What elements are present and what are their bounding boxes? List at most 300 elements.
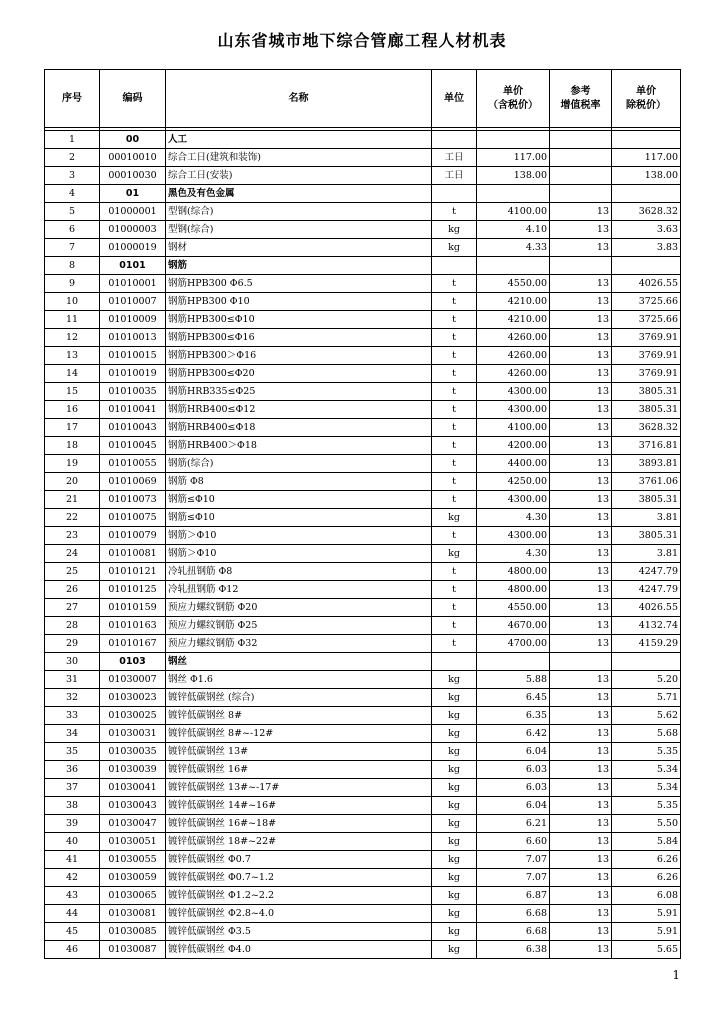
price-with-tax-cell <box>477 257 550 275</box>
table-row <box>45 221 681 239</box>
price-excluding-tax-cell: 3.81 <box>612 509 681 527</box>
material-code-cell: 01030051 <box>100 833 166 851</box>
price-excluding-tax-cell: 3805.31 <box>612 401 681 419</box>
material-name-cell: 钢丝 Φ1.6 <box>166 671 432 689</box>
header-name: 名称 <box>166 70 432 128</box>
row-number-cell: 39 <box>45 815 100 833</box>
price-excluding-tax-cell: 5.62 <box>612 707 681 725</box>
vat-rate-cell: 13 <box>550 725 612 743</box>
material-name-cell: 钢筋HPB300 Φ10 <box>166 293 432 311</box>
material-code-cell: 01030055 <box>100 851 166 869</box>
unit-cell: kg <box>432 743 477 761</box>
vat-rate-cell: 13 <box>550 887 612 905</box>
material-name-cell: 钢筋HRB400≤Φ12 <box>166 401 432 419</box>
table-row <box>45 527 681 545</box>
price-excluding-tax-cell: 3.63 <box>612 221 681 239</box>
unit-cell: kg <box>432 707 477 725</box>
price-excluding-tax-cell <box>612 131 681 149</box>
material-code-cell: 01030047 <box>100 815 166 833</box>
table-row <box>45 833 681 851</box>
price-with-tax-cell: 6.04 <box>477 743 550 761</box>
price-with-tax-cell: 4550.00 <box>477 275 550 293</box>
material-name-cell: 预应力螺纹钢筋 Φ20 <box>166 599 432 617</box>
material-code-cell: 01010007 <box>100 293 166 311</box>
category-row <box>45 653 681 671</box>
material-name-cell: 冷轧扭钢筋 Φ8 <box>166 563 432 581</box>
material-code-cell: 01010081 <box>100 545 166 563</box>
table-row <box>45 797 681 815</box>
row-number-cell: 45 <box>45 923 100 941</box>
row-number-cell: 42 <box>45 869 100 887</box>
material-name-cell: 镀锌低碳钢丝 Φ0.7 <box>166 851 432 869</box>
price-with-tax-cell: 6.60 <box>477 833 550 851</box>
material-code-cell: 01030065 <box>100 887 166 905</box>
unit-cell: t <box>432 365 477 383</box>
material-name-cell: 镀锌低碳钢丝 Φ2.8~4.0 <box>166 905 432 923</box>
unit-cell: kg <box>432 509 477 527</box>
row-number-cell: 20 <box>45 473 100 491</box>
table-row <box>45 671 681 689</box>
row-number-cell: 38 <box>45 797 100 815</box>
price-with-tax-cell: 4300.00 <box>477 383 550 401</box>
price-with-tax-cell: 6.35 <box>477 707 550 725</box>
material-code-cell: 01030043 <box>100 797 166 815</box>
material-code-cell: 01010013 <box>100 329 166 347</box>
material-code-cell: 00 <box>100 131 166 149</box>
unit-cell: t <box>432 527 477 545</box>
vat-rate-cell: 13 <box>550 221 612 239</box>
row-number-cell: 19 <box>45 455 100 473</box>
table-row <box>45 851 681 869</box>
material-code-cell: 01030087 <box>100 941 166 959</box>
material-code-cell: 01030023 <box>100 689 166 707</box>
vat-rate-cell: 13 <box>550 563 612 581</box>
row-number-cell: 10 <box>45 293 100 311</box>
vat-rate-cell: 13 <box>550 347 612 365</box>
material-code-cell: 01010079 <box>100 527 166 545</box>
row-number-cell: 31 <box>45 671 100 689</box>
price-excluding-tax-cell: 5.34 <box>612 761 681 779</box>
price-excluding-tax-cell: 5.71 <box>612 689 681 707</box>
material-code-cell: 01010015 <box>100 347 166 365</box>
price-with-tax-cell: 4250.00 <box>477 473 550 491</box>
unit-cell: kg <box>432 725 477 743</box>
vat-rate-cell: 13 <box>550 455 612 473</box>
price-with-tax-cell: 117.00 <box>477 149 550 167</box>
price-excluding-tax-cell: 3893.81 <box>612 455 681 473</box>
price-excluding-tax-cell: 4026.55 <box>612 599 681 617</box>
table-row <box>45 815 681 833</box>
price-excluding-tax-cell: 117.00 <box>612 149 681 167</box>
material-code-cell: 01010159 <box>100 599 166 617</box>
price-excluding-tax-cell: 6.26 <box>612 851 681 869</box>
price-with-tax-cell: 4.30 <box>477 509 550 527</box>
vat-rate-cell: 13 <box>550 203 612 221</box>
header-rate <box>550 70 612 128</box>
material-name-cell: 镀锌低碳钢丝 Φ4.0 <box>166 941 432 959</box>
table-row <box>45 725 681 743</box>
header-num: 序号 <box>45 70 100 128</box>
material-code-cell: 00010030 <box>100 167 166 185</box>
row-number-cell: 29 <box>45 635 100 653</box>
material-name-cell: 钢筋 <box>166 257 432 275</box>
row-number-cell: 16 <box>45 401 100 419</box>
vat-rate-cell: 13 <box>550 671 612 689</box>
row-number-cell: 1 <box>45 131 100 149</box>
vat-rate-cell: 13 <box>550 599 612 617</box>
row-number-cell: 22 <box>45 509 100 527</box>
vat-rate-cell: 13 <box>550 923 612 941</box>
material-name-cell: 镀锌低碳钢丝 18#~22# <box>166 833 432 851</box>
price-excluding-tax-cell: 3725.66 <box>612 293 681 311</box>
material-name-cell: 综合工日(安装) <box>166 167 432 185</box>
category-row <box>45 185 681 203</box>
material-name-cell: 钢筋HPB300＞Φ16 <box>166 347 432 365</box>
price-excluding-tax-cell: 5.91 <box>612 905 681 923</box>
vat-rate-cell: 13 <box>550 383 612 401</box>
unit-cell: kg <box>432 239 477 257</box>
row-number-cell: 35 <box>45 743 100 761</box>
price-excluding-tax-cell: 6.08 <box>612 887 681 905</box>
material-code-cell: 01030081 <box>100 905 166 923</box>
price-excluding-tax-cell: 5.68 <box>612 725 681 743</box>
unit-cell: t <box>432 401 477 419</box>
material-name-cell: 预应力螺纹钢筋 Φ25 <box>166 617 432 635</box>
price-excluding-tax-cell: 138.00 <box>612 167 681 185</box>
table-row <box>45 905 681 923</box>
row-number-cell: 9 <box>45 275 100 293</box>
table-row <box>45 779 681 797</box>
material-code-cell: 01010073 <box>100 491 166 509</box>
unit-cell: t <box>432 455 477 473</box>
material-name-cell: 钢筋HPB300≤Φ10 <box>166 311 432 329</box>
header-code: 编码 <box>100 70 166 128</box>
material-name-cell: 冷轧扭钢筋 Φ12 <box>166 581 432 599</box>
vat-rate-cell <box>550 167 612 185</box>
row-number-cell: 27 <box>45 599 100 617</box>
row-number-cell: 12 <box>45 329 100 347</box>
price-excluding-tax-cell: 3628.32 <box>612 203 681 221</box>
row-number-cell: 46 <box>45 941 100 959</box>
price-with-tax-cell: 4300.00 <box>477 401 550 419</box>
unit-cell: t <box>432 617 477 635</box>
price-excluding-tax-cell <box>612 185 681 203</box>
unit-cell: kg <box>432 923 477 941</box>
material-code-cell: 01010055 <box>100 455 166 473</box>
header-ex-line1: 单价 <box>636 85 656 97</box>
price-with-tax-cell <box>477 653 550 671</box>
page-title: 山东省城市地下综合管廊工程人材机表 <box>217 31 507 50</box>
row-number-cell: 18 <box>45 437 100 455</box>
material-code-cell: 01010163 <box>100 617 166 635</box>
material-code-cell: 01010043 <box>100 419 166 437</box>
unit-cell: t <box>432 347 477 365</box>
vat-rate-cell: 13 <box>550 851 612 869</box>
vat-rate-cell: 13 <box>550 581 612 599</box>
vat-rate-cell: 13 <box>550 545 612 563</box>
row-number-cell: 43 <box>45 887 100 905</box>
vat-rate-cell: 13 <box>550 797 612 815</box>
price-with-tax-cell: 4260.00 <box>477 329 550 347</box>
price-with-tax-cell: 6.38 <box>477 941 550 959</box>
price-with-tax-cell: 4.30 <box>477 545 550 563</box>
material-name-cell: 镀锌低碳钢丝 Φ0.7~1.2 <box>166 869 432 887</box>
price-excluding-tax-cell: 4132.74 <box>612 617 681 635</box>
price-excluding-tax-cell: 5.65 <box>612 941 681 959</box>
unit-cell: 工日 <box>432 167 477 185</box>
material-code-cell: 01030039 <box>100 761 166 779</box>
table-row <box>45 887 681 905</box>
table-row <box>45 707 681 725</box>
material-name-cell: 镀锌低碳钢丝 Φ1.2~2.2 <box>166 887 432 905</box>
price-excluding-tax-cell: 3769.91 <box>612 347 681 365</box>
header-rate-line2: 增值税率 <box>560 99 601 111</box>
price-excluding-tax-cell: 3725.66 <box>612 311 681 329</box>
material-code-cell: 01010041 <box>100 401 166 419</box>
table-row <box>45 545 681 563</box>
price-excluding-tax-cell: 5.34 <box>612 779 681 797</box>
unit-cell: kg <box>432 887 477 905</box>
unit-cell: kg <box>432 797 477 815</box>
vat-rate-cell: 13 <box>550 635 612 653</box>
price-with-tax-cell: 6.68 <box>477 923 550 941</box>
material-code-cell: 01 <box>100 185 166 203</box>
price-with-tax-cell: 4800.00 <box>477 563 550 581</box>
vat-rate-cell <box>550 149 612 167</box>
row-number-cell: 11 <box>45 311 100 329</box>
unit-cell: kg <box>432 761 477 779</box>
unit-cell: kg <box>432 815 477 833</box>
price-with-tax-cell: 4260.00 <box>477 347 550 365</box>
unit-cell: t <box>432 383 477 401</box>
material-name-cell: 钢筋(综合) <box>166 455 432 473</box>
price-with-tax-cell: 6.87 <box>477 887 550 905</box>
vat-rate-cell: 13 <box>550 437 612 455</box>
row-number-cell: 13 <box>45 347 100 365</box>
row-number-cell: 24 <box>45 545 100 563</box>
table-row <box>45 491 681 509</box>
material-name-cell: 钢筋HPB300≤Φ20 <box>166 365 432 383</box>
material-name-cell: 钢筋＞Φ10 <box>166 545 432 563</box>
row-number-cell: 26 <box>45 581 100 599</box>
table-row <box>45 923 681 941</box>
price-excluding-tax-cell: 3.83 <box>612 239 681 257</box>
vat-rate-cell: 13 <box>550 239 612 257</box>
unit-cell: kg <box>432 941 477 959</box>
unit-cell: kg <box>432 221 477 239</box>
table-row <box>45 293 681 311</box>
table-row <box>45 563 681 581</box>
row-number-cell: 15 <box>45 383 100 401</box>
price-excluding-tax-cell: 3628.32 <box>612 419 681 437</box>
header-price-line1: 单价 <box>503 85 523 97</box>
price-with-tax-cell: 4260.00 <box>477 365 550 383</box>
vat-rate-cell: 13 <box>550 779 612 797</box>
material-name-cell: 钢筋HRB400≤Φ18 <box>166 419 432 437</box>
unit-cell: t <box>432 311 477 329</box>
vat-rate-cell: 13 <box>550 869 612 887</box>
table-row <box>45 689 681 707</box>
row-number-cell: 25 <box>45 563 100 581</box>
material-code-cell: 0103 <box>100 653 166 671</box>
table-row <box>45 455 681 473</box>
material-name-cell: 型钢(综合) <box>166 221 432 239</box>
vat-rate-cell: 13 <box>550 329 612 347</box>
table-row <box>45 383 681 401</box>
material-name-cell: 钢材 <box>166 239 432 257</box>
row-number-cell: 2 <box>45 149 100 167</box>
table-row <box>45 347 681 365</box>
unit-cell: kg <box>432 545 477 563</box>
price-with-tax-cell: 6.03 <box>477 779 550 797</box>
row-number-cell: 17 <box>45 419 100 437</box>
table-row <box>45 473 681 491</box>
material-name-cell: 钢丝 <box>166 653 432 671</box>
price-with-tax-cell: 5.88 <box>477 671 550 689</box>
material-code-cell: 01010001 <box>100 275 166 293</box>
unit-cell: kg <box>432 833 477 851</box>
material-code-cell: 01030035 <box>100 743 166 761</box>
row-number-cell: 28 <box>45 617 100 635</box>
table-row <box>45 509 681 527</box>
unit-cell: kg <box>432 851 477 869</box>
price-with-tax-cell: 4210.00 <box>477 311 550 329</box>
unit-cell <box>432 257 477 275</box>
vat-rate-cell: 13 <box>550 275 612 293</box>
row-number-cell: 32 <box>45 689 100 707</box>
unit-cell <box>432 185 477 203</box>
header-ex-line2: 除税价） <box>626 99 666 111</box>
unit-cell: t <box>432 329 477 347</box>
unit-cell: kg <box>432 689 477 707</box>
category-row <box>45 257 681 275</box>
vat-rate-cell: 13 <box>550 401 612 419</box>
table-row <box>45 761 681 779</box>
price-excluding-tax-cell: 3716.81 <box>612 437 681 455</box>
unit-cell: t <box>432 419 477 437</box>
materials-table <box>44 69 681 959</box>
price-with-tax-cell: 4210.00 <box>477 293 550 311</box>
price-excluding-tax-cell: 3805.31 <box>612 383 681 401</box>
price-excluding-tax-cell: 5.20 <box>612 671 681 689</box>
price-with-tax-cell: 4550.00 <box>477 599 550 617</box>
price-with-tax-cell: 4.33 <box>477 239 550 257</box>
material-name-cell: 钢筋HPB300 Φ6.5 <box>166 275 432 293</box>
material-code-cell: 0101 <box>100 257 166 275</box>
table-row <box>45 581 681 599</box>
price-excluding-tax-cell <box>612 257 681 275</box>
price-excluding-tax-cell: 4247.79 <box>612 581 681 599</box>
vat-rate-cell: 13 <box>550 473 612 491</box>
category-row <box>45 131 681 149</box>
row-number-cell: 41 <box>45 851 100 869</box>
unit-cell: t <box>432 473 477 491</box>
vat-rate-cell: 13 <box>550 311 612 329</box>
material-name-cell: 钢筋HRB400＞Φ18 <box>166 437 432 455</box>
row-number-cell: 34 <box>45 725 100 743</box>
vat-rate-cell: 13 <box>550 617 612 635</box>
material-code-cell: 01010167 <box>100 635 166 653</box>
material-code-cell: 01010045 <box>100 437 166 455</box>
price-with-tax-cell <box>477 185 550 203</box>
row-number-cell: 5 <box>45 203 100 221</box>
price-with-tax-cell: 4200.00 <box>477 437 550 455</box>
price-with-tax-cell: 7.07 <box>477 869 550 887</box>
price-excluding-tax-cell: 5.35 <box>612 797 681 815</box>
table-row <box>45 203 681 221</box>
page-number: 1 <box>672 968 680 982</box>
price-with-tax-cell: 6.21 <box>477 815 550 833</box>
price-with-tax-cell: 6.45 <box>477 689 550 707</box>
table-row <box>45 419 681 437</box>
material-name-cell: 钢筋HRB335≤Φ25 <box>166 383 432 401</box>
material-code-cell: 01030007 <box>100 671 166 689</box>
price-with-tax-cell: 4800.00 <box>477 581 550 599</box>
table-row <box>45 437 681 455</box>
row-number-cell: 4 <box>45 185 100 203</box>
vat-rate-cell: 13 <box>550 815 612 833</box>
price-excluding-tax-cell: 5.84 <box>612 833 681 851</box>
table-row <box>45 617 681 635</box>
material-code-cell: 01030041 <box>100 779 166 797</box>
price-excluding-tax-cell: 3761.06 <box>612 473 681 491</box>
price-with-tax-cell: 4700.00 <box>477 635 550 653</box>
table-row <box>45 167 681 185</box>
vat-rate-cell <box>550 185 612 203</box>
material-code-cell: 01030031 <box>100 725 166 743</box>
material-name-cell: 镀锌低碳钢丝 13# <box>166 743 432 761</box>
price-with-tax-cell: 6.04 <box>477 797 550 815</box>
unit-cell: kg <box>432 905 477 923</box>
price-with-tax-cell: 7.07 <box>477 851 550 869</box>
row-number-cell: 8 <box>45 257 100 275</box>
unit-cell: t <box>432 293 477 311</box>
price-excluding-tax-cell: 5.91 <box>612 923 681 941</box>
row-number-cell: 44 <box>45 905 100 923</box>
vat-rate-cell: 13 <box>550 491 612 509</box>
material-name-cell: 钢筋≤Φ10 <box>166 491 432 509</box>
unit-cell: t <box>432 275 477 293</box>
row-number-cell: 3 <box>45 167 100 185</box>
unit-cell: kg <box>432 869 477 887</box>
material-code-cell: 01000019 <box>100 239 166 257</box>
vat-rate-cell <box>550 653 612 671</box>
vat-rate-cell: 13 <box>550 509 612 527</box>
row-number-cell: 14 <box>45 365 100 383</box>
table-row <box>45 599 681 617</box>
row-number-cell: 30 <box>45 653 100 671</box>
price-with-tax-cell: 4.10 <box>477 221 550 239</box>
material-name-cell: 钢筋≤Φ10 <box>166 509 432 527</box>
row-number-cell: 23 <box>45 527 100 545</box>
material-name-cell: 镀锌低碳钢丝 14#~16# <box>166 797 432 815</box>
header-ex-price <box>612 70 681 128</box>
vat-rate-cell: 13 <box>550 941 612 959</box>
vat-rate-cell: 13 <box>550 365 612 383</box>
material-name-cell: 钢筋＞Φ10 <box>166 527 432 545</box>
unit-cell: t <box>432 563 477 581</box>
row-number-cell: 36 <box>45 761 100 779</box>
price-with-tax-cell: 4300.00 <box>477 491 550 509</box>
price-with-tax-cell: 4100.00 <box>477 203 550 221</box>
table-row <box>45 311 681 329</box>
table-row <box>45 239 681 257</box>
material-code-cell: 01010009 <box>100 311 166 329</box>
price-with-tax-cell: 6.03 <box>477 761 550 779</box>
material-name-cell: 黑色及有色金属 <box>166 185 432 203</box>
material-code-cell: 00010010 <box>100 149 166 167</box>
material-code-cell: 01000003 <box>100 221 166 239</box>
